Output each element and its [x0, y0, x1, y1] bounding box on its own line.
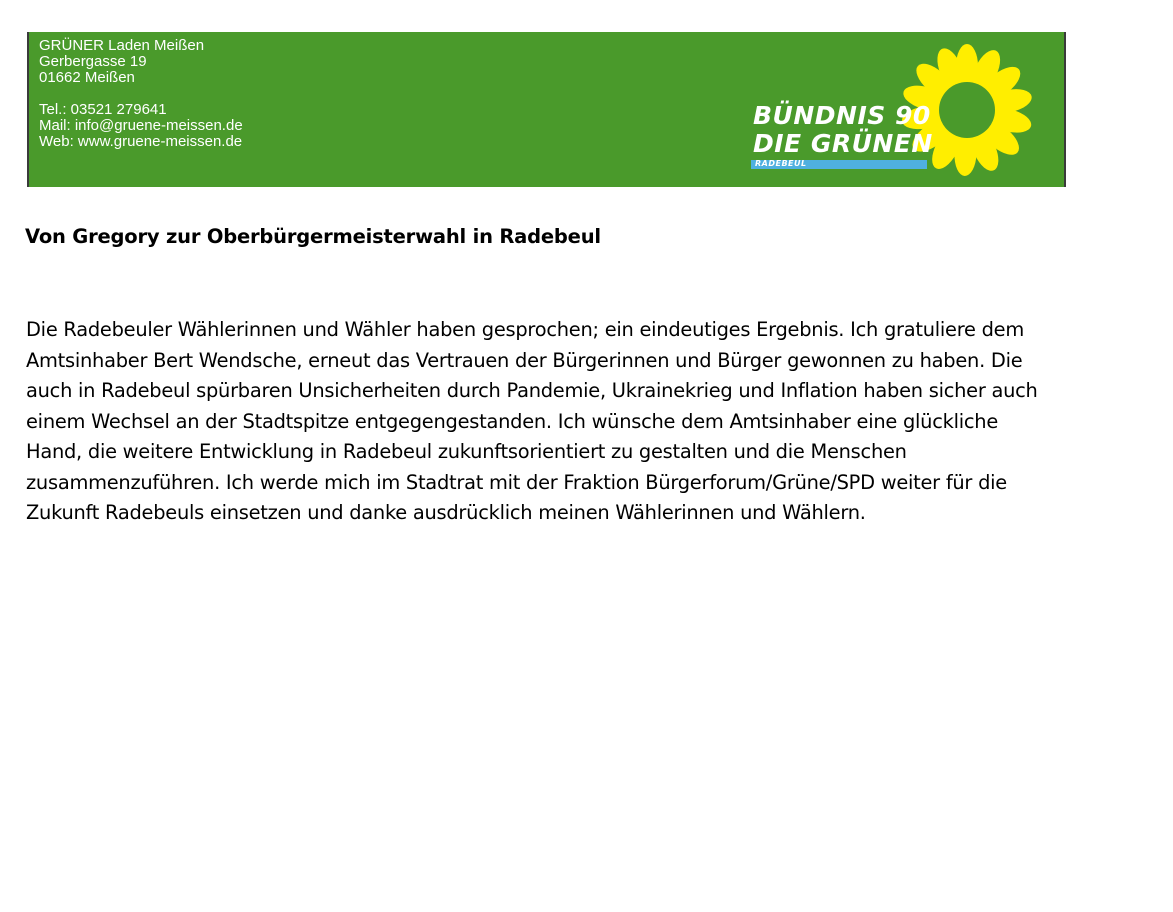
logo-line-2: DIE GRÜNEN: [753, 129, 933, 158]
body-line: Die Radebeuler Wählerinnen und Wähler haben gesprochen; ein eindeutiges Ergebnis. Ich gratuliere dem: [26, 318, 1024, 341]
contact-phone: Tel.: 03521 279641: [39, 101, 167, 118]
article-body: [26, 315, 1086, 529]
letterhead-banner: [27, 32, 1066, 187]
body-line: Zukunft Radebeuls einsetzen und danke ausdrücklich meinen Wählerinnen und Wählern.: [26, 501, 866, 524]
logo-subline: RADEBEUL: [755, 159, 807, 168]
contact-street: Gerbergasse 19: [39, 53, 147, 70]
body-line: Amtsinhaber Bert Wendsche, erneut das Vertrauen der Bürgerinnen und Bürger gewonnen zu haben. Die: [26, 348, 1023, 372]
contact-spacer: [39, 86, 243, 102]
body-line: zusammenzuführen. Ich werde mich im Stadtrat mit der Fraktion Bürgerforum/Grüne/SPD weiter für die: [26, 470, 1007, 494]
logo-wordmark: [753, 102, 933, 158]
article-heading: Von Gregory zur Oberbürgermeisterwahl in Radebeul: [25, 225, 601, 248]
contact-web: Web: www.gruene-meissen.de: [39, 133, 243, 150]
logo-line-1: BÜNDNIS 90: [753, 101, 931, 130]
body-line: einem Wechsel an der Stadtspitze entgegengestanden. Ich wünsche dem Amtsinhaber eine glückliche: [26, 409, 999, 433]
contact-name: GRÜNER Laden Meißen: [39, 37, 205, 54]
contact-mail: Mail: info@gruene-meissen.de: [39, 117, 243, 134]
body-line: Hand, die weitere Entwicklung in Radebeul zukunftsorientiert zu gestalten und die Menschen: [26, 440, 907, 463]
contact-block: [39, 38, 243, 150]
contact-city: 01662 Meißen: [39, 69, 135, 86]
body-line: auch in Radebeul spürbaren Unsicherheiten durch Pandemie, Ukrainekrieg und Inflation haben sicher auch: [26, 379, 1038, 402]
